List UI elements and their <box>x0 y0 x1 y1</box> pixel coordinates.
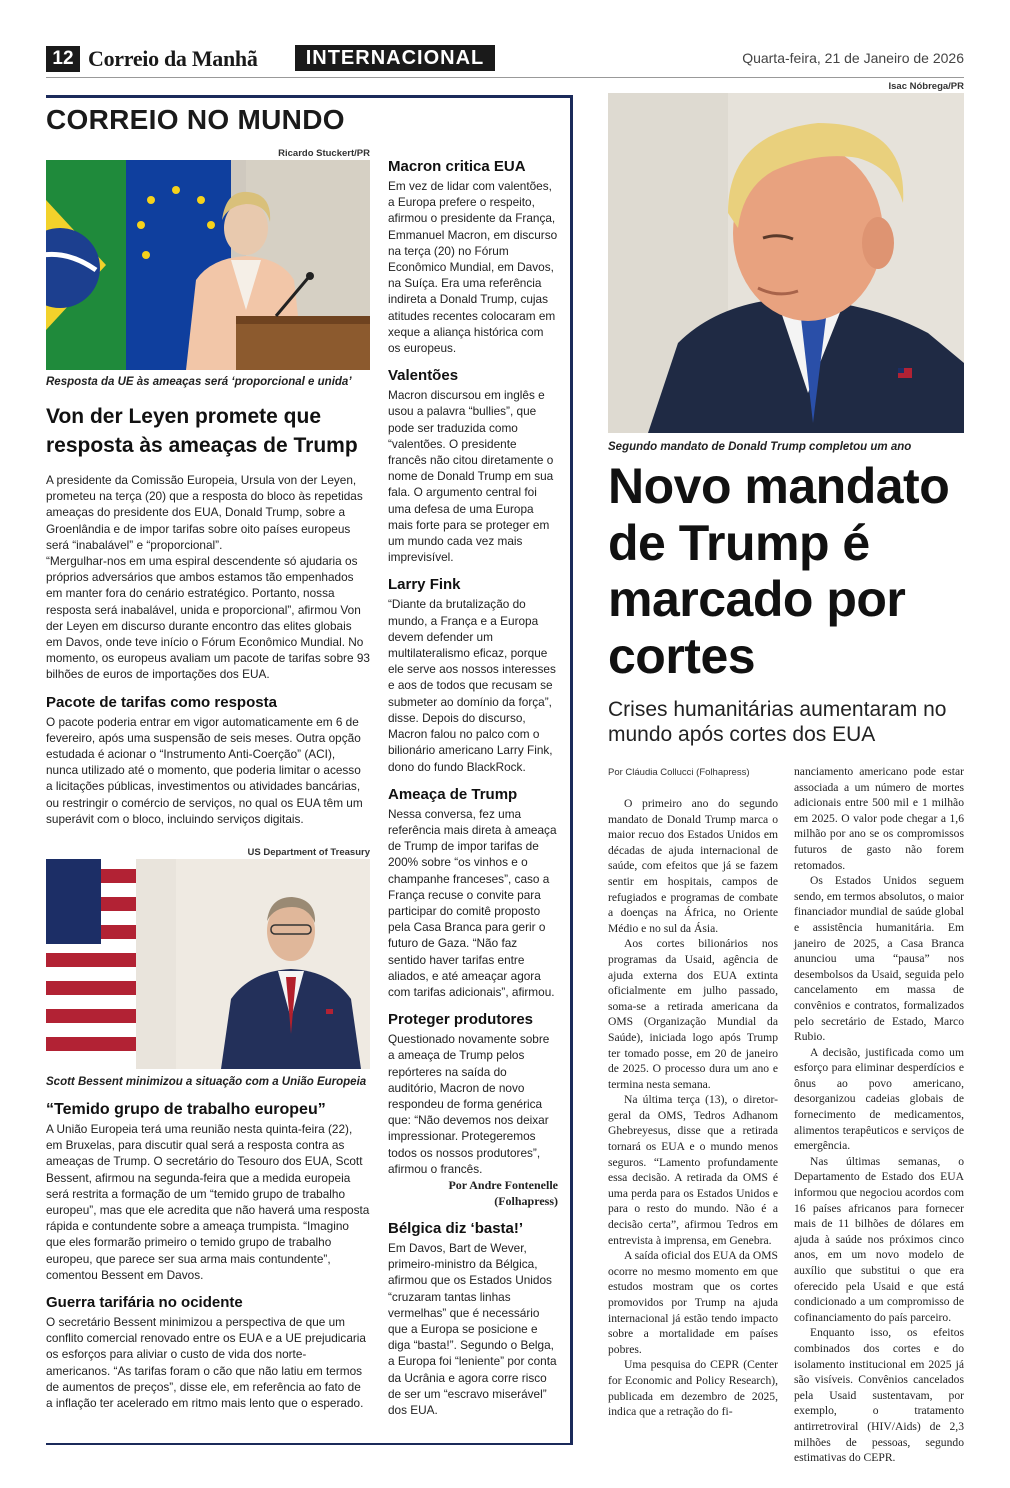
main-headline: Novo mandato de Trump é marcado por cortes <box>608 458 950 684</box>
page-number: 12 <box>46 46 80 72</box>
issue-date: Quarta-feira, 21 de Janeiro de 2026 <box>742 50 964 66</box>
paragraph: “Mergulhar-nos em uma espiral descendente só ajudaria os próprios adversários que ambos estamos tão empenhados em manter fora do cenário estratégico. Portanto, nossa resposta será inabalável, unida e proporcional”, afirmou Von der Leyen em discurso durante encontro das elites globais em Davos, onde teve início o Fórum Econômico Mundial. No momento, os europeus avaliam um pacote de tarifas sobre 93 bilhões de euros de importações dos EUA. <box>46 554 370 682</box>
frame-bottom-border <box>46 1443 572 1445</box>
paragraph: Uma pesquisa do CEPR (Center for Economic and Policy Research), publicada em dezembro de 2025, indica que a retração do fi- <box>608 1358 778 1419</box>
paragraph: A saída oficial dos EUA da OMS ocorre no mesmo momento em que estudos mostram que os cortes promovidos por Trump na ajuda internacional já estão tendo impacto sobre a mortalidade em países pobres. <box>608 1249 778 1356</box>
subheadline: Crises humanitárias aumentaram no mundo após cortes dos EUA <box>608 698 947 746</box>
photo-credit: Ricardo Stuckert/PR <box>278 148 370 159</box>
paragraph: Questionado novamente sobre a ameaça de Trump pelos repórteres na saída do auditório, Macron de novo respondeu de forma genérica que: “Não devemos nos deixar impressionar. Protegeremos todos os nossos produtores”, afirmou o francês. <box>388 1032 550 1176</box>
photo-caption: Segundo mandato de Donald Trump completou um ano <box>608 441 912 453</box>
paragraph: nanciamento americano pode estar associada a um número de mortes adicionais entre 500 mil e 1 milhão em 2025. O valor pode chegar a 1,6 milhão por ano se os compromissos futuros de gasto não forem retomados. <box>794 765 964 872</box>
subheading: Proteger produtores <box>388 1011 534 1029</box>
paragraph: Aos cortes bilionários nos programas da Usaid, agência de ajuda externa dos EUA extinta oficialmente em julho passado, soma-se a retirada americana da OMS (Organização Mundial da Saúde), iniciada logo após Trump ter tomado posse, em 20 de janeiro de 2025. O processo dura um ano e termina nesta semana. <box>608 937 778 1091</box>
subheading: Larry Fink <box>388 576 461 594</box>
subheading: Macron critica EUA <box>388 158 526 175</box>
subheading: Bélgica diz ‘basta!’ <box>388 1219 524 1237</box>
article-column-2 <box>794 764 964 1466</box>
frame-top-border <box>46 95 572 98</box>
article-body-left-top <box>46 472 370 827</box>
paragraph: A União Europeia terá uma reunião nesta quinta-feira (22), em Bruxelas, para discutir qual será a resposta contra as ameaças de Trump. O secretário do Tesouro dos EUA, Scott Bessent, afirmou na segunda-feira que a medida europeia será restrita a formação de um “temido grupo de trabalho europeu”, mas que ele acredita que não haverá uma resposta rápida e contundente sobre a ameaça trumpista. “Imagino que eles formarão primeiro o temido grupo de trabalho europeu, que parece ser sua arma mais contundente”, comentou Bessent em Davos. <box>46 1122 370 1282</box>
paragraph: A presidente da Comissão Europeia, Ursula von der Leyen, prometeu na terça (20) que a resposta do bloco às repetidas ameaças do presidente dos EUA, Donald Trump, sobre a Groenlândia e de impor tarifas sobre oito países europeus será “inabalável” e “proporcional”. <box>46 473 363 552</box>
photo-illustration <box>46 160 370 370</box>
paragraph: Nessa conversa, fez uma referência mais direta à ameaça de Trump de impor tarifas de 200% sobre “os vinhos e o champanhe franceses”, caso a França recuse o convite para participar do comitê proposto pela Casa Branca para gerir o futuro de Gaza. “Não faz sentido haver tarifas entre aliados, e até ameaçar agora com tarifas adicionais”, afirmou. <box>388 806 557 999</box>
header-rule <box>46 77 964 78</box>
article-body-left-bottom <box>46 1100 370 1411</box>
photo-illustration <box>608 93 964 433</box>
paragraph: Na última terça (13), o diretor-geral da OMS, Tedros Adhanom Ghebreyesus, disse que a retirada tornará os EUA e o mundo menos seguros. “Lamento profundamente essa decisão. A retirada da OMS é uma perda para os Estados Unidos e para o resto do mundo. Não é a decisão certa”, afirmou Tedros em entrevista à imprensa, em Genebra. <box>608 1093 778 1247</box>
photo-credit: US Department of Treasury <box>247 847 370 858</box>
subheading: Guerra tarifária no ocidente <box>46 1294 243 1312</box>
paragraph: Os Estados Unidos seguem sendo, em termos absolutos, o maior financiador mundial de saúde global e assistência humanitária. Em janeiro de 2025, a Casa Branca anunciou uma “pausa” nos desembolsos da Usaid, seguida pelo cancelamento em massa de convênios e contratos, formalizados pelo secretário de Estado, Marco Rubio. <box>794 874 964 1044</box>
frame-right-border <box>570 95 573 1445</box>
photo-caption: Scott Bessent minimizou a situação com a União Europeia <box>46 1076 367 1088</box>
paragraph: “Diante da brutalização do mundo, a França e a Europa devem defender um multilateralismo eficaz, porque ele serve aos nossos interesses e aos de todos que recusam se submeter ao domínio da força”, disse. Depois do discurso, Macron falou no palco com o bilionário americano Larry Fink, dono do fundo BlackRock. <box>388 597 556 774</box>
paragraph: Nas últimas semanas, o Departamento de Estado dos EUA informou que negociou acordos com 16 países africanos para fornecer mais de 11 bilhões de dólares em ajuda à saúde nos próximos cinco anos, em um novo modelo de auxílio que substitui o que era oferecido pela Usaid e que está condicionado a um compromisso de cofinanciamento do país parceiro. <box>794 1154 964 1324</box>
paragraph: Em vez de lidar com valentões, a Europa prefere o respeito, afirmou o presidente da França, Emmanuel Macron, em discurso na terça (20) no Fórum Econômico Mundial, em Davos, na Suíça. Era uma referência indireta a Donald Trump, cujas atitudes recentes colocaram em xeque a aliança histórica com os europeus. <box>388 179 558 356</box>
section-label: INTERNACIONAL <box>295 45 495 71</box>
photo-illustration <box>46 859 370 1069</box>
paragraph: A decisão, justificada como um esforço para eliminar desperdícios e ônus ao povo americano, desorganizou cadeias globais de fornecimento de medicamentos, alimentos terapêuticos e serviços de emergência. <box>794 1045 964 1153</box>
paragraph: Enquanto isso, os efeitos combinados dos cortes e do isolamento institucional em 2025 já são visíveis. Convênios cancelados pela Usaid sustentavam, por exemplo, o tratamento antirretroviral (HIV/Aids) de 2,3 milhões de pessoas, segundo estimativas do CEPR. <box>794 1326 964 1465</box>
paragraph: O primeiro ano do segundo mandato de Donald Trump marca o maior recuo dos Estados Unidos em décadas de ajuda internacional de saúde, com efeitos que já se fazem sentir em hospitais, campos de refugiados e programas de combate a doenças na África, no Oriente Médio e no sul da Ásia. <box>608 797 778 935</box>
signature-name: Por Andre Fontenelle <box>448 1177 558 1192</box>
photo-bessent <box>46 859 370 1069</box>
paragraph: Em Davos, Bart de Wever, primeiro-ministro da Bélgica, afirmou que os Estados Unidos “cruzaram tantas linhas vermelhas” que é necessário que a Europa se posicione e diga “basta!”. Segundo o Belga, a Europa foi “leniente” por conta da Ucrânia e agora corre risco de ser um “escravo miserável” dos EUA. <box>388 1240 557 1417</box>
byline: Por Cláudia Collucci (Folhapress) <box>608 767 750 778</box>
article-body-middle <box>388 157 558 1418</box>
article-column-1 <box>608 796 778 1420</box>
photo-trump <box>608 93 964 433</box>
photo-von-der-leyen <box>46 160 370 370</box>
paragraph: O pacote poderia entrar em vigor automaticamente em 6 de fevereiro, após uma suspensão de seis meses. Outra opção estudada é acionar o “Instrumento Anti-Coerção” (ACI), nunca utilizado até o momento, que poderia limitar o acesso a licitações públicas, investimentos ou atividades bancárias, ou restringir o comércio de serviços, no qual os EUA têm um superávit com o bloco, incluindo serviços digitais. <box>46 714 363 826</box>
subheading: “Temido grupo de trabalho europeu” <box>46 1101 326 1118</box>
photo-credit: Isac Nóbrega/PR <box>888 81 964 92</box>
signature-agency: (Folhapress) <box>494 1193 558 1208</box>
subheading: Pacote de tarifas como resposta <box>46 693 277 711</box>
masthead: Correio da Manhã <box>88 46 258 71</box>
photo-caption: Resposta da UE às ameaças será ‘proporcional e unida’ <box>46 376 352 388</box>
paragraph: Macron discursou em inglês e usou a palavra “bullies”, que pode ser traduzida como “valentões. O presidente francês não citou diretamente o nome de Donald Trump em sua fala. O argumento central foi uma defesa de uma Europa mais forte para se proteger em um mundo cada vez mais imprevisível. <box>388 388 554 565</box>
paragraph: O secretário Bessent minimizou a perspectiva de que um conflito comercial renovado entre os EUA e a UE prejudicaria os esforços para aliviar o custo de vida dos norte-americanos. “As tarifas foram o cão que não latiu em termos de aumentos de preços”, disse ele, em referência ao fato de a inflação ter acelerado em ritmo mais lento que o esperado. <box>46 1315 366 1411</box>
subheading: Valentões <box>388 367 459 385</box>
article-headline: Von der Leyen promete que resposta às ameaças de Trump <box>46 405 358 457</box>
subheading: Ameaça de Trump <box>388 785 518 803</box>
kicker-title: CORREIO NO MUNDO <box>46 104 345 135</box>
